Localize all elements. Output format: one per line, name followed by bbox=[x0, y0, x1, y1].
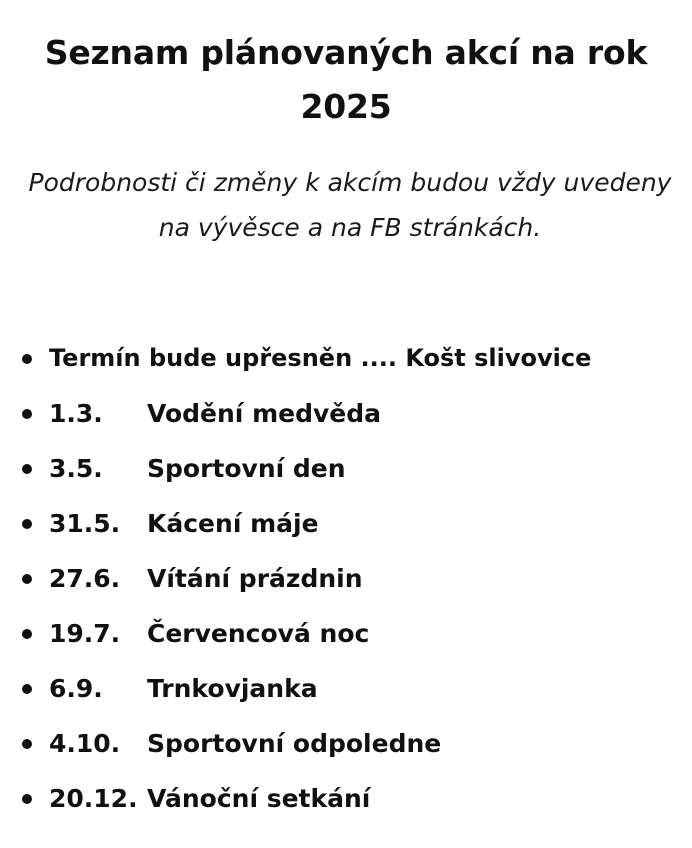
event-date: 27.6. bbox=[49, 564, 121, 593]
event-date: 19.7. bbox=[49, 619, 121, 648]
event-item bbox=[0, 771, 692, 826]
bullet-icon bbox=[22, 739, 32, 749]
event-item bbox=[0, 386, 692, 441]
event-date: 3.5. bbox=[49, 454, 103, 483]
event-date: 1.3. bbox=[49, 399, 103, 428]
event-name: Trnkovjanka bbox=[147, 674, 318, 703]
event-item bbox=[0, 496, 692, 551]
event-name: Sportovní den bbox=[147, 454, 346, 483]
event-undated-text: Termín bude upřesněn .... Košt slivovice bbox=[49, 344, 592, 372]
bullet-icon bbox=[22, 574, 32, 584]
bullet-icon bbox=[22, 519, 32, 529]
event-name: Sportovní odpoledne bbox=[147, 729, 442, 758]
event-date: 31.5. bbox=[49, 509, 121, 538]
bullet-icon bbox=[22, 409, 32, 419]
event-list bbox=[0, 331, 692, 826]
bullet-icon bbox=[22, 794, 32, 804]
event-date: 4.10. bbox=[49, 729, 121, 758]
event-name: Vodění medvěda bbox=[147, 399, 381, 428]
event-name: Červencová noc bbox=[147, 619, 370, 648]
event-item bbox=[0, 716, 692, 771]
bullet-icon bbox=[22, 629, 32, 639]
event-name: Kácení máje bbox=[147, 509, 319, 538]
bullet-icon bbox=[22, 354, 32, 364]
event-name: Vánoční setkání bbox=[147, 784, 371, 813]
event-date: 6.9. bbox=[49, 674, 103, 703]
bullet-icon bbox=[22, 684, 32, 694]
event-item bbox=[0, 441, 692, 496]
event-item bbox=[0, 551, 692, 606]
event-item bbox=[0, 331, 692, 386]
event-date: 20.12. bbox=[49, 784, 138, 813]
event-name: Vítání prázdnin bbox=[147, 564, 363, 593]
event-item bbox=[0, 606, 692, 661]
event-item bbox=[0, 661, 692, 716]
bullet-icon bbox=[22, 464, 32, 474]
page-subtitle: Podrobnosti či změny k akcím budou vždy uvedeny na vývěsce a na FB stránkách. bbox=[28, 168, 672, 242]
page-title: Seznam plánovaných akcí na rok 2025 bbox=[44, 33, 648, 126]
